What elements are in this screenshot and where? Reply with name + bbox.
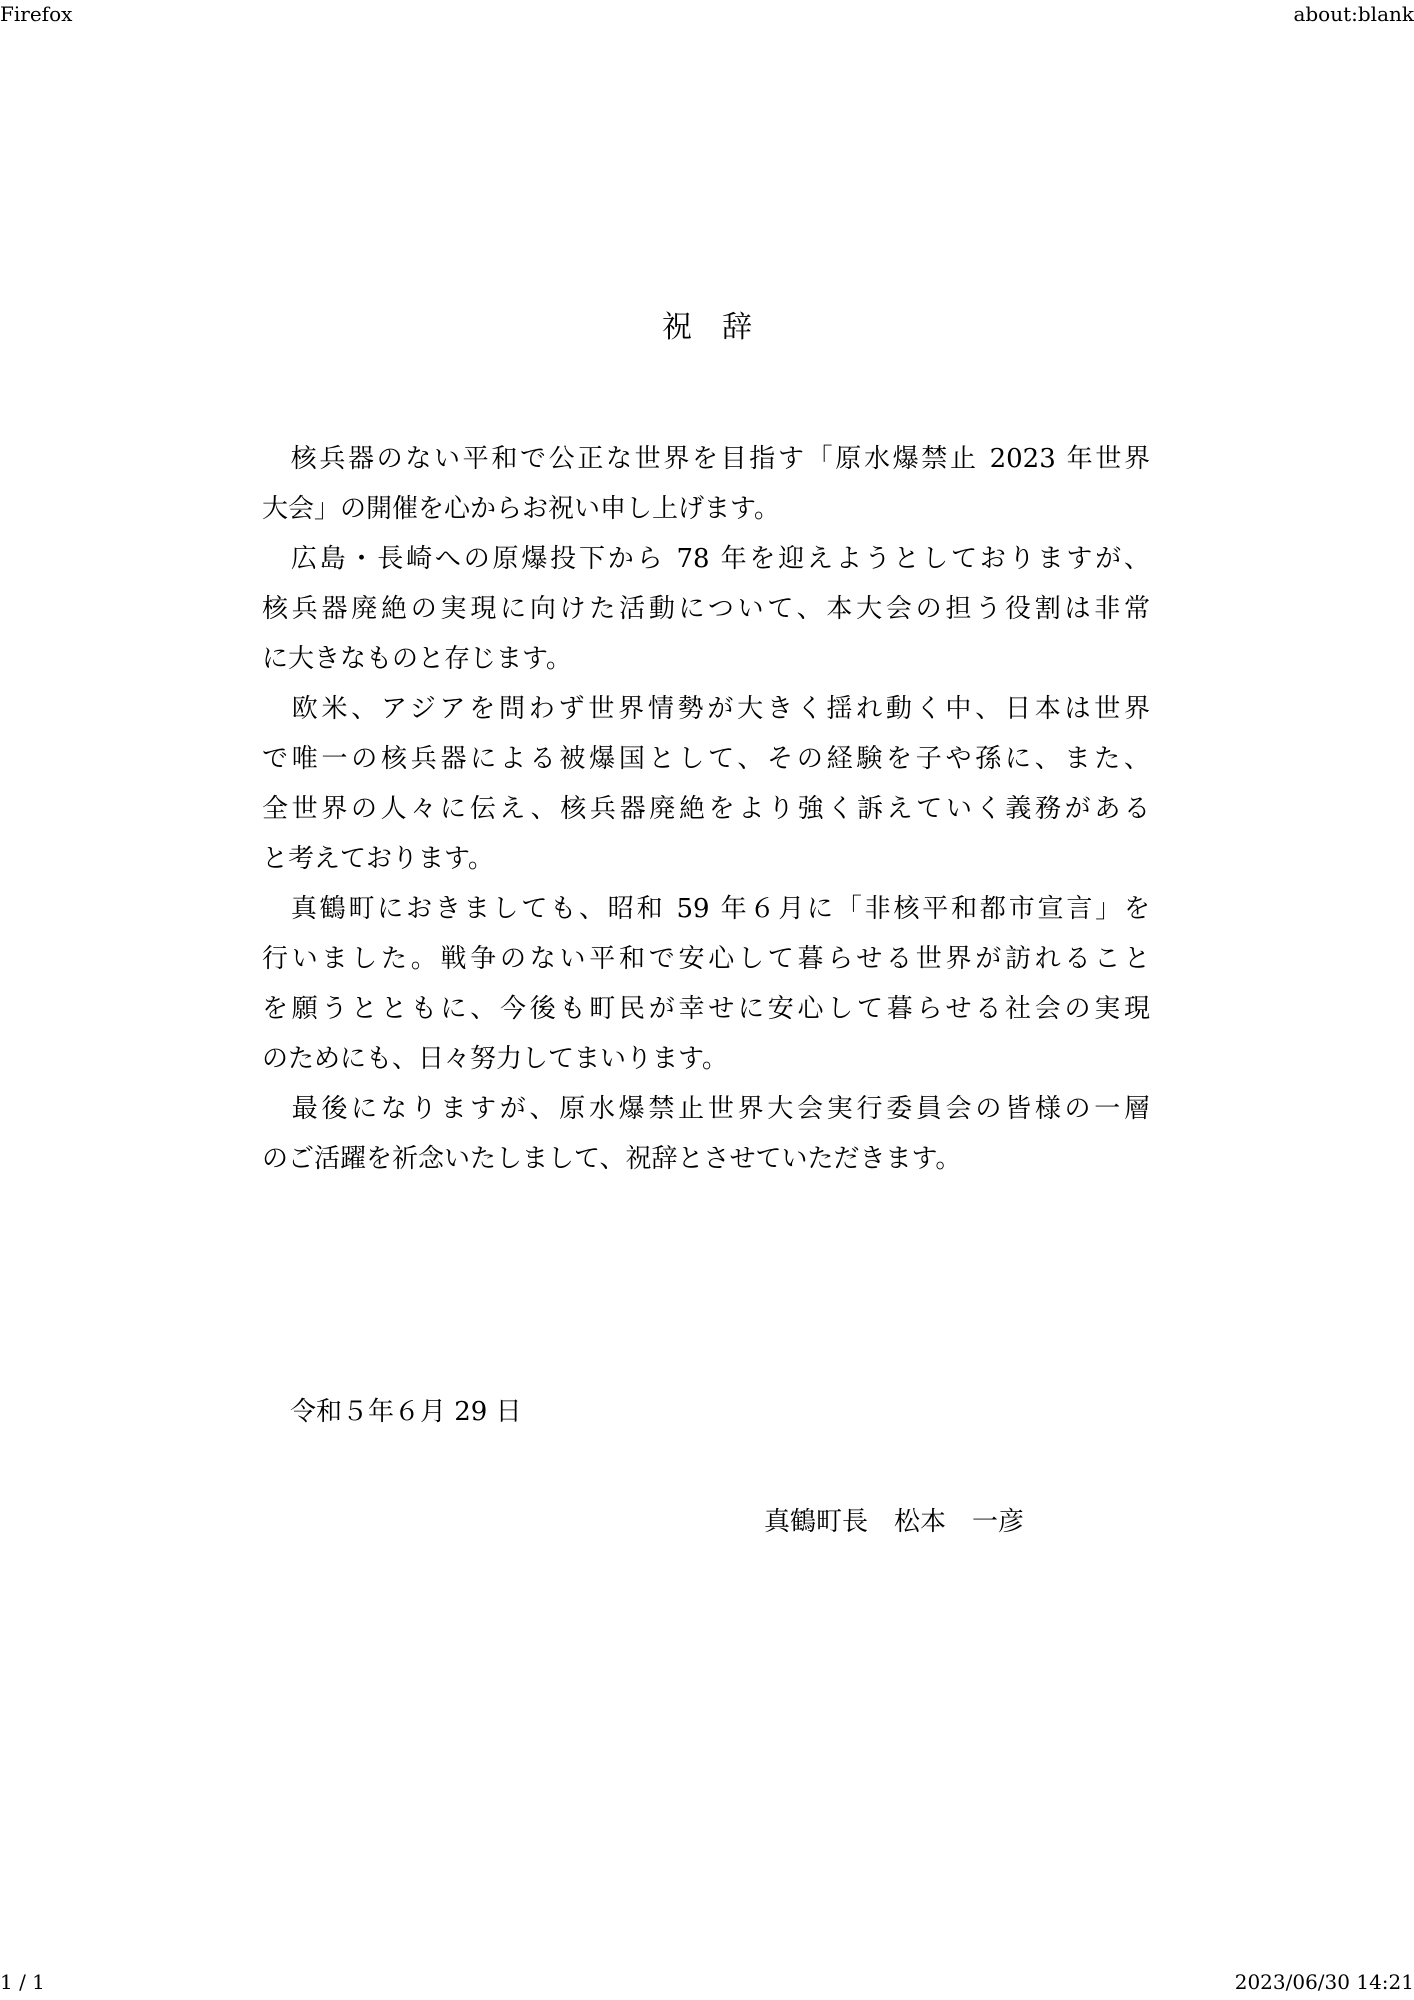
paragraph bbox=[262, 534, 1150, 684]
print-footer-page-number: 1 / 1 bbox=[0, 1970, 45, 1994]
body-line: を願うとともに、今後も町民が幸せに安心して暮らせる社会の実現 bbox=[262, 994, 1150, 1024]
body-line: で唯一の核兵器による被爆国として、その経験を子や孫に、また、 bbox=[262, 744, 1150, 774]
body-line: 大会」の開催を心からお祝い申し上げます。 bbox=[262, 494, 780, 524]
body-line: に大きなものと存じます。 bbox=[262, 644, 572, 674]
body-line: と考えております。 bbox=[262, 844, 494, 874]
document-date: 令和５年６月 29 日 bbox=[290, 1397, 522, 1427]
document-body bbox=[262, 434, 1150, 1184]
body-line: 真鶴町におきましても、昭和 59 年６月に「非核平和都市宣言」を bbox=[262, 894, 1150, 924]
paragraph bbox=[262, 434, 1150, 534]
body-line: 欧米、アジアを問わず世界情勢が大きく揺れ動く中、日本は世界 bbox=[262, 694, 1150, 724]
paragraph bbox=[262, 1084, 1150, 1184]
body-line: 最後になりますが、原水爆禁止世界大会実行委員会の皆様の一層 bbox=[262, 1094, 1150, 1124]
body-line: 核兵器廃絶の実現に向けた活動について、本大会の担う役割は非常 bbox=[262, 594, 1150, 624]
body-line: 全世界の人々に伝え、核兵器廃絶をより強く訴えていく義務がある bbox=[262, 794, 1150, 824]
print-footer-timestamp: 2023/06/30 14:21 bbox=[1234, 1970, 1414, 1994]
document-signature: 真鶴町長 松本 一彦 bbox=[764, 1507, 1025, 1537]
body-line: のご活躍を祈念いたしまして、祝辞とさせていただきます。 bbox=[262, 1144, 962, 1174]
paragraph bbox=[262, 684, 1150, 884]
print-header-app-name: Firefox bbox=[0, 2, 73, 26]
body-line: 広島・長崎への原爆投下から 78 年を迎えようとしておりますが、 bbox=[262, 544, 1150, 574]
body-line: 行いました。戦争のない平和で安心して暮らせる世界が訪れること bbox=[262, 944, 1150, 974]
paragraph bbox=[262, 884, 1150, 1084]
print-header-url: about:blank bbox=[1293, 2, 1414, 26]
document-title: 祝 辞 bbox=[662, 310, 752, 345]
body-line: のためにも、日々努力してまいります。 bbox=[262, 1044, 728, 1074]
body-line: 核兵器のない平和で公正な世界を目指す「原水爆禁止 2023 年世界 bbox=[262, 444, 1150, 474]
